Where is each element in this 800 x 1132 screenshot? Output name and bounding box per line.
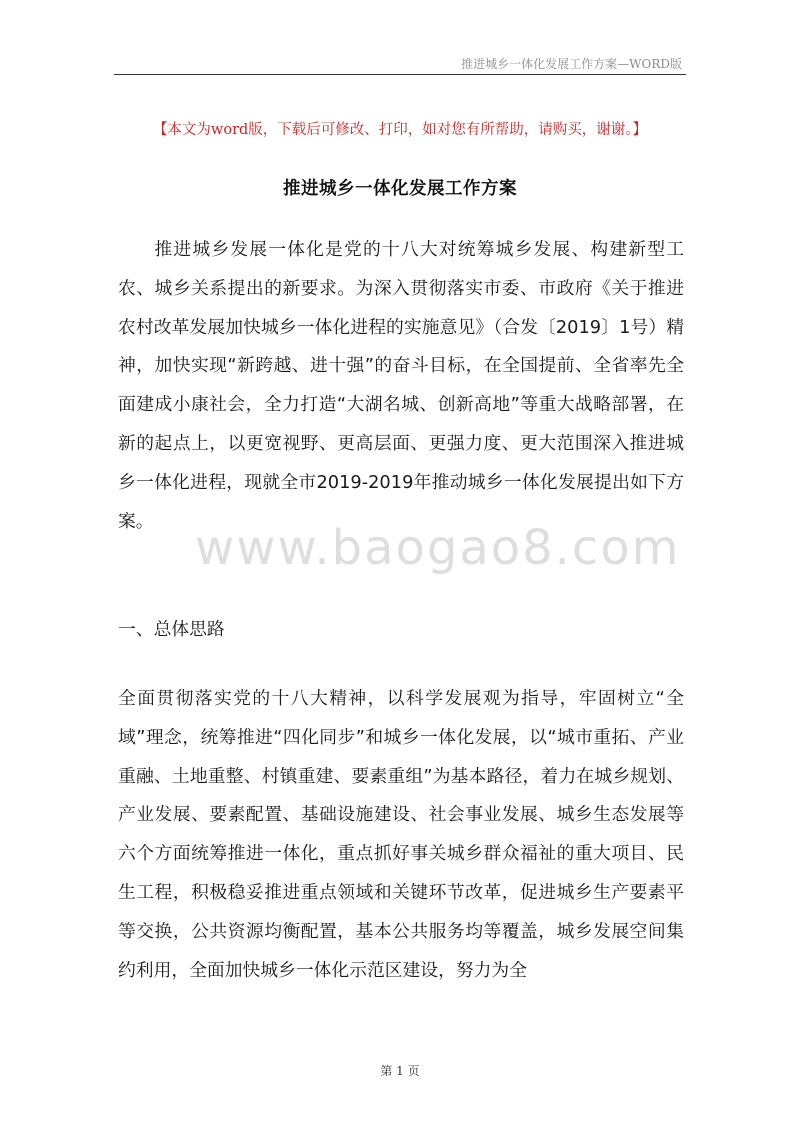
watermark: www.baogao8.com [195,520,681,576]
body-paragraph: 全面贯彻落实党的十八大精神，以科学发展观为指导，牢固树立“全域”理念，统筹推进“四化同步”和城乡一体化发展，以“城市重拓、产业重融、土地重整、村镇重建、要素重组”为基本路径，着力在城乡规划、产业发展、要素配置、基础设施建设、社会事业发展、城乡生态发展等六个方面统筹推进一体化，重点抓好事关城乡群众福祉的重大项目、民生工程，积极稳妥推进重点领域和关键环节改革，促进城乡生产要素平等交换，公共资源均衡配置，基本公共服务均等覆盖，城乡发展空间集约利用，全面加快城乡一体化示范区建设，努力为全 [118,688,684,981]
document-title: 推进城乡一体化发展工作方案 [283,179,517,199]
header-divider [114,74,686,75]
purchase-notice: 【本文为word版，下载后可修改、打印，如对您有所帮助，请购买，谢谢。】 [152,122,648,138]
section-heading: 一、总体思路 [118,619,225,640]
page-number: 第 1 页 [380,1064,420,1078]
running-header: 推进城乡一体化发展工作方案—WORD版 [461,57,682,71]
intro-paragraph: 推进城乡发展一体化是党的十八大对统筹城乡发展、构建新型工农、城乡关系提出的新要求。为深入贯彻落实市委、市政府《关于推进农村改革发展加快城乡一体化进程的实施意见》（合发〔2019〕1号）精神，加快实现“新跨越、进十强”的奋斗目标，在全国提前、全省率先全面建成小康社会，全力打造“大湖名城、创新高地”等重大战略部署，在新的起点上，以更宽视野、更高层面、更强力度、更大范围深入推进城乡一体化进程，现就全市2019-2019年推动城乡一体化发展提出如下方案。 [118,239,684,532]
